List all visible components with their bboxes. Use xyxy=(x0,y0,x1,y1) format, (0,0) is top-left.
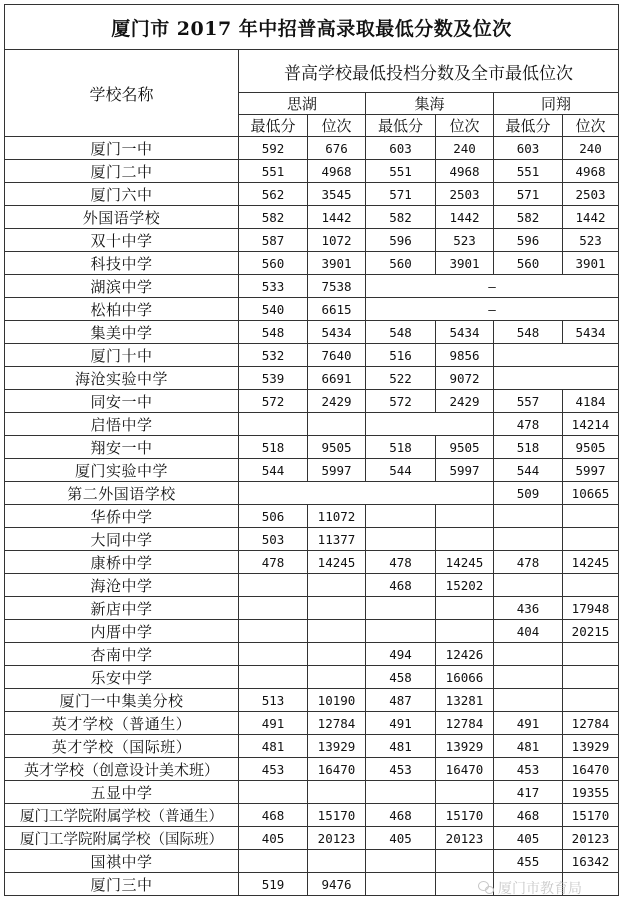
merged-cell-empty xyxy=(494,344,619,367)
cell: 491 xyxy=(239,712,308,735)
cell: 9505 xyxy=(436,436,494,459)
cell xyxy=(563,505,619,528)
school-name-header: 学校名称 xyxy=(5,50,239,137)
cell: 10665 xyxy=(563,482,619,505)
cell: 240 xyxy=(436,137,494,160)
school-name: 翔安一中 xyxy=(5,436,239,459)
table-row xyxy=(5,367,619,390)
cell: 5434 xyxy=(436,321,494,344)
table-row xyxy=(5,321,619,344)
school-name: 厦门二中 xyxy=(5,160,239,183)
school-name: 厦门三中 xyxy=(5,873,239,896)
col-min-score: 最低分 xyxy=(494,115,563,137)
cell: 539 xyxy=(239,367,308,390)
table-row xyxy=(5,137,619,160)
cell: 9072 xyxy=(436,367,494,390)
cell xyxy=(366,505,436,528)
school-name: 集美中学 xyxy=(5,321,239,344)
table-row xyxy=(5,781,619,804)
cell: 544 xyxy=(366,459,436,482)
cell xyxy=(436,850,494,873)
cell xyxy=(494,574,563,597)
school-name: 五显中学 xyxy=(5,781,239,804)
cell: 3901 xyxy=(308,252,366,275)
cell: 562 xyxy=(239,183,308,206)
school-name: 厦门实验中学 xyxy=(5,459,239,482)
table-row xyxy=(5,574,619,597)
cell xyxy=(239,574,308,597)
cell: 548 xyxy=(494,321,563,344)
cell: 16470 xyxy=(308,758,366,781)
cell: 417 xyxy=(494,781,563,804)
merged-cell-na: – xyxy=(366,298,619,321)
table-row xyxy=(5,390,619,413)
cell xyxy=(366,597,436,620)
cell: 404 xyxy=(494,620,563,643)
school-name: 杏南中学 xyxy=(5,643,239,666)
cell: 560 xyxy=(494,252,563,275)
table-title: 厦门市 2017 年中招普高录取最低分数及位次 xyxy=(5,5,619,50)
cell xyxy=(494,689,563,712)
cell: 491 xyxy=(366,712,436,735)
cell: 9505 xyxy=(308,436,366,459)
table-row xyxy=(5,666,619,689)
cell xyxy=(436,597,494,620)
school-name: 海沧中学 xyxy=(5,574,239,597)
table-row xyxy=(5,275,619,298)
school-name: 英才学校（普通生） xyxy=(5,712,239,735)
cell: 1442 xyxy=(563,206,619,229)
table-row xyxy=(5,459,619,482)
cell: 544 xyxy=(239,459,308,482)
cell: 11377 xyxy=(308,528,366,551)
cell xyxy=(436,781,494,804)
cell: 1442 xyxy=(436,206,494,229)
cell: 481 xyxy=(366,735,436,758)
table-row xyxy=(5,252,619,275)
cell: 405 xyxy=(366,827,436,850)
district-header-tongxiang: 同翔 xyxy=(494,93,619,115)
district-header-jihai: 集海 xyxy=(366,93,494,115)
table-row xyxy=(5,597,619,620)
table-row xyxy=(5,804,619,827)
cell: 6691 xyxy=(308,367,366,390)
school-name: 英才学校（国际班） xyxy=(5,735,239,758)
admission-score-table xyxy=(4,4,619,896)
cell: 14245 xyxy=(308,551,366,574)
cell: 582 xyxy=(239,206,308,229)
cell xyxy=(366,620,436,643)
cell: 478 xyxy=(494,551,563,574)
cell: 582 xyxy=(494,206,563,229)
cell: 509 xyxy=(494,482,563,505)
cell: 548 xyxy=(239,321,308,344)
cell: 14245 xyxy=(563,551,619,574)
cell xyxy=(239,781,308,804)
school-name: 英才学校（创意设计美术班） xyxy=(5,758,239,781)
cell: 11072 xyxy=(308,505,366,528)
cell: 551 xyxy=(494,160,563,183)
cell: 436 xyxy=(494,597,563,620)
cell: 453 xyxy=(239,758,308,781)
cell: 468 xyxy=(239,804,308,827)
table-row xyxy=(5,183,619,206)
school-name: 海沧实验中学 xyxy=(5,367,239,390)
table-row xyxy=(5,344,619,367)
cell: 551 xyxy=(366,160,436,183)
cell: 12426 xyxy=(436,643,494,666)
district-header-sihu: 思湖 xyxy=(239,93,366,115)
merged-cell-empty xyxy=(494,367,619,390)
school-name: 外国语学校 xyxy=(5,206,239,229)
school-name: 同安一中 xyxy=(5,390,239,413)
cell: 9856 xyxy=(436,344,494,367)
cell: 494 xyxy=(366,643,436,666)
table-row xyxy=(5,689,619,712)
cell: 20215 xyxy=(563,620,619,643)
cell: 9476 xyxy=(308,873,366,896)
school-name: 厦门一中集美分校 xyxy=(5,689,239,712)
school-name: 华侨中学 xyxy=(5,505,239,528)
table-row xyxy=(5,298,619,321)
cell: 7640 xyxy=(308,344,366,367)
cell: 518 xyxy=(239,436,308,459)
school-name: 厦门工学院附属学校（普通生） xyxy=(5,804,239,827)
cell: 523 xyxy=(563,229,619,252)
cell: 468 xyxy=(366,804,436,827)
school-name: 第二外国语学校 xyxy=(5,482,239,505)
cell: 16342 xyxy=(563,850,619,873)
cell: 5997 xyxy=(436,459,494,482)
table-row xyxy=(5,620,619,643)
cell: 603 xyxy=(494,137,563,160)
cell: 592 xyxy=(239,137,308,160)
cell: 518 xyxy=(366,436,436,459)
cell: 572 xyxy=(366,390,436,413)
cell: 540 xyxy=(239,298,308,321)
school-name: 科技中学 xyxy=(5,252,239,275)
cell xyxy=(239,643,308,666)
cell: 15170 xyxy=(436,804,494,827)
table-row xyxy=(5,827,619,850)
cell xyxy=(308,781,366,804)
cell: 16470 xyxy=(563,758,619,781)
cell: 5434 xyxy=(308,321,366,344)
cell xyxy=(494,666,563,689)
col-min-score: 最低分 xyxy=(239,115,308,137)
col-rank: 位次 xyxy=(563,115,619,137)
cell: 15170 xyxy=(308,804,366,827)
cell: 481 xyxy=(494,735,563,758)
cell: 560 xyxy=(239,252,308,275)
cell: 458 xyxy=(366,666,436,689)
school-name: 双十中学 xyxy=(5,229,239,252)
cell: 557 xyxy=(494,390,563,413)
table-row xyxy=(5,528,619,551)
cell xyxy=(563,574,619,597)
cell xyxy=(239,413,308,436)
cell: 468 xyxy=(494,804,563,827)
cell: 676 xyxy=(308,137,366,160)
cell: 532 xyxy=(239,344,308,367)
cell: 596 xyxy=(494,229,563,252)
cell: 20123 xyxy=(308,827,366,850)
cell: 503 xyxy=(239,528,308,551)
cell: 12784 xyxy=(308,712,366,735)
cell: 19355 xyxy=(563,781,619,804)
cell xyxy=(563,666,619,689)
cell: 16066 xyxy=(436,666,494,689)
col-rank: 位次 xyxy=(436,115,494,137)
cell: 20123 xyxy=(563,827,619,850)
cell: 481 xyxy=(239,735,308,758)
cell: 405 xyxy=(494,827,563,850)
cell: 453 xyxy=(366,758,436,781)
cell xyxy=(366,781,436,804)
cell xyxy=(239,597,308,620)
table-row xyxy=(5,206,619,229)
school-name: 厦门十中 xyxy=(5,344,239,367)
school-name: 国祺中学 xyxy=(5,850,239,873)
cell: 2503 xyxy=(563,183,619,206)
school-name: 大同中学 xyxy=(5,528,239,551)
cell: 560 xyxy=(366,252,436,275)
cell xyxy=(563,643,619,666)
cell: 582 xyxy=(366,206,436,229)
cell xyxy=(494,505,563,528)
school-name: 厦门六中 xyxy=(5,183,239,206)
cell: 4184 xyxy=(563,390,619,413)
cell: 487 xyxy=(366,689,436,712)
school-name: 厦门工学院附属学校（国际班） xyxy=(5,827,239,850)
cell: 455 xyxy=(494,850,563,873)
school-name: 新店中学 xyxy=(5,597,239,620)
cell: 17948 xyxy=(563,597,619,620)
cell: 15202 xyxy=(436,574,494,597)
table-row xyxy=(5,551,619,574)
score-group-header: 普高学校最低投档分数及全市最低位次 xyxy=(239,50,619,93)
table-row xyxy=(5,850,619,873)
cell xyxy=(308,620,366,643)
cell: 14245 xyxy=(436,551,494,574)
cell: 478 xyxy=(494,413,563,436)
cell: 551 xyxy=(239,160,308,183)
cell: 571 xyxy=(366,183,436,206)
merged-cell-na: – xyxy=(366,275,619,298)
cell: 4968 xyxy=(436,160,494,183)
cell xyxy=(366,873,436,896)
col-min-score: 最低分 xyxy=(366,115,436,137)
watermark-text: 厦门市教育局 xyxy=(498,881,582,897)
cell: 405 xyxy=(239,827,308,850)
cell: 7538 xyxy=(308,275,366,298)
cell xyxy=(308,574,366,597)
cell: 572 xyxy=(239,390,308,413)
cell xyxy=(563,689,619,712)
cell: 13929 xyxy=(563,735,619,758)
merged-cell-empty xyxy=(239,482,494,505)
cell: 240 xyxy=(563,137,619,160)
cell: 4968 xyxy=(308,160,366,183)
cell: 3901 xyxy=(563,252,619,275)
col-rank: 位次 xyxy=(308,115,366,137)
table-row xyxy=(5,505,619,528)
cell: 13929 xyxy=(308,735,366,758)
school-name: 厦门一中 xyxy=(5,137,239,160)
cell xyxy=(308,850,366,873)
cell xyxy=(239,850,308,873)
cell: 571 xyxy=(494,183,563,206)
cell: 518 xyxy=(494,436,563,459)
cell: 533 xyxy=(239,275,308,298)
cell: 2429 xyxy=(436,390,494,413)
cell: 3901 xyxy=(436,252,494,275)
school-name: 湖滨中学 xyxy=(5,275,239,298)
cell: 478 xyxy=(239,551,308,574)
cell: 544 xyxy=(494,459,563,482)
school-name: 内厝中学 xyxy=(5,620,239,643)
cell: 1442 xyxy=(308,206,366,229)
school-name: 乐安中学 xyxy=(5,666,239,689)
cell: 12784 xyxy=(563,712,619,735)
cell: 2429 xyxy=(308,390,366,413)
cell: 516 xyxy=(366,344,436,367)
school-name: 松柏中学 xyxy=(5,298,239,321)
table-row xyxy=(5,160,619,183)
cell: 2503 xyxy=(436,183,494,206)
cell xyxy=(366,850,436,873)
school-name: 启悟中学 xyxy=(5,413,239,436)
cell: 523 xyxy=(436,229,494,252)
table-row xyxy=(5,229,619,252)
cell: 1072 xyxy=(308,229,366,252)
cell xyxy=(436,620,494,643)
cell xyxy=(308,597,366,620)
cell: 6615 xyxy=(308,298,366,321)
cell: 587 xyxy=(239,229,308,252)
cell: 522 xyxy=(366,367,436,390)
cell xyxy=(436,505,494,528)
cell: 5997 xyxy=(563,459,619,482)
cell: 4968 xyxy=(563,160,619,183)
cell: 14214 xyxy=(563,413,619,436)
merged-cell-empty xyxy=(366,413,494,436)
table-row xyxy=(5,482,619,505)
cell: 10190 xyxy=(308,689,366,712)
cell xyxy=(494,643,563,666)
cell: 20123 xyxy=(436,827,494,850)
cell: 453 xyxy=(494,758,563,781)
table-row xyxy=(5,712,619,735)
watermark xyxy=(478,878,582,898)
table-row xyxy=(5,758,619,781)
cell xyxy=(366,528,436,551)
cell: 13281 xyxy=(436,689,494,712)
cell: 506 xyxy=(239,505,308,528)
cell xyxy=(308,643,366,666)
cell: 16470 xyxy=(436,758,494,781)
cell: 3545 xyxy=(308,183,366,206)
cell: 5434 xyxy=(563,321,619,344)
cell xyxy=(494,528,563,551)
cell xyxy=(239,666,308,689)
school-name: 康桥中学 xyxy=(5,551,239,574)
cell xyxy=(239,620,308,643)
cell xyxy=(308,666,366,689)
cell: 468 xyxy=(366,574,436,597)
cell: 513 xyxy=(239,689,308,712)
cell xyxy=(308,413,366,436)
cell: 12784 xyxy=(436,712,494,735)
cell: 15170 xyxy=(563,804,619,827)
cell: 548 xyxy=(366,321,436,344)
cell: 5997 xyxy=(308,459,366,482)
cell xyxy=(436,528,494,551)
cell: 596 xyxy=(366,229,436,252)
table-row xyxy=(5,436,619,459)
table-row xyxy=(5,735,619,758)
cell: 9505 xyxy=(563,436,619,459)
cell xyxy=(563,528,619,551)
cell: 478 xyxy=(366,551,436,574)
cell: 519 xyxy=(239,873,308,896)
cell: 603 xyxy=(366,137,436,160)
cell: 13929 xyxy=(436,735,494,758)
table-row xyxy=(5,413,619,436)
wechat-icon xyxy=(478,881,494,895)
cell: 491 xyxy=(494,712,563,735)
table-row xyxy=(5,643,619,666)
